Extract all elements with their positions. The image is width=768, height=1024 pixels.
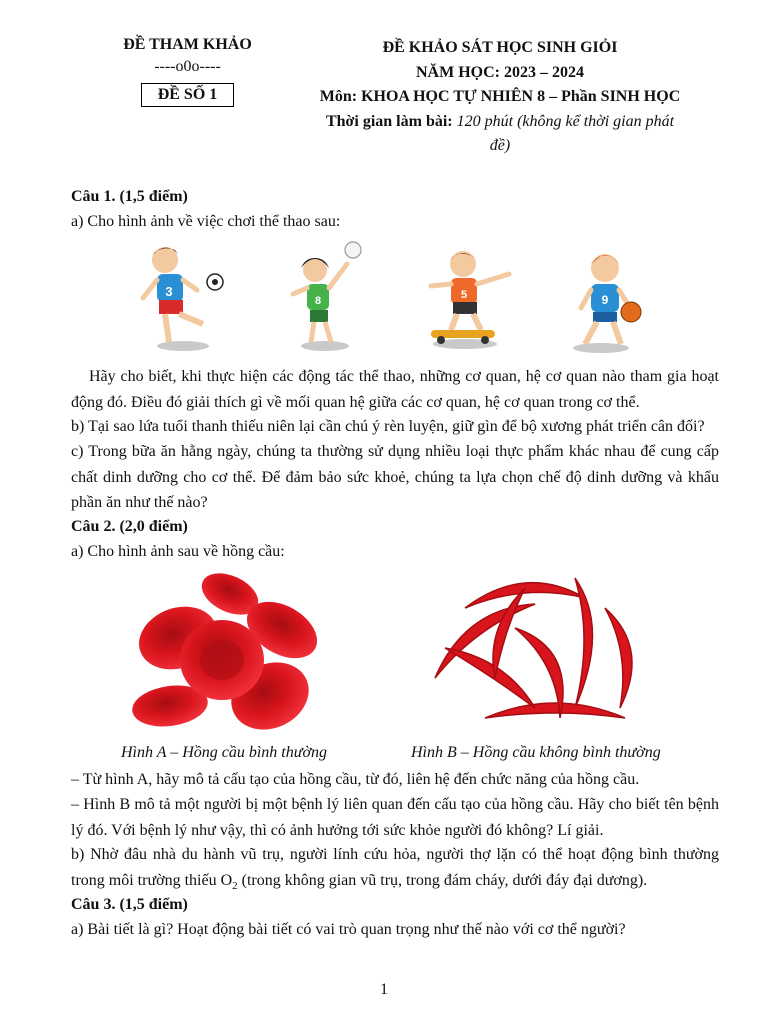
- kid-skateboard: [431, 251, 509, 349]
- header-left: [110, 36, 265, 107]
- exam-title: ĐỀ KHẢO SÁT HỌC SINH GIỎI: [382, 39, 618, 56]
- header-right: [300, 36, 700, 159]
- caption-figure-a: Hình A – Hồng cầu bình thường: [121, 744, 328, 761]
- sickle-red-blood-cells-image: [425, 568, 665, 736]
- kid4-jersey-number: 9: [601, 293, 609, 307]
- sports-kids-image: [135, 238, 675, 356]
- q1-a-intro: a) Cho hình ảnh về việc chơi thể thao sau:: [71, 213, 341, 230]
- kid-soccer: [143, 247, 223, 351]
- caption-figure-b: Hình B – Hồng cầu không bình thường: [411, 744, 661, 761]
- q1-a-text: Hãy cho biết, khi thực hiện các động tác thể thao, những cơ quan, hệ cơ quan nào tham gia hoạt động đó. Điều đó giải thích gì về mối quan hệ giữa các cơ quan, hệ cơ quan trong cơ thể.: [71, 368, 719, 411]
- time-line: [300, 110, 700, 159]
- q2-b-text-part1: b) Nhờ đâu nhà du hành vũ trụ, người lính cứu hỏa, người thợ lặn có thể hoạt động bình thường trong môi trường thiếu O: [71, 846, 719, 889]
- page-number: 1: [380, 981, 388, 998]
- q1-title: Câu 1. (1,5 điểm): [71, 188, 188, 205]
- kid-volleyball: [293, 242, 361, 351]
- q3-a-text: a) Bài tiết là gì? Hoạt động bài tiết có vai trò quan trọng như thế nào với cơ thể người?: [71, 921, 626, 938]
- q1-b-text: b) Tại sao lứa tuổi thanh thiếu niên lại cần chú ý rèn luyện, giữ gìn để bộ xương phát triển cân đối?: [71, 418, 705, 435]
- q2-b-subscript: 2: [232, 879, 238, 892]
- reference-title: ĐỀ THAM KHẢO: [123, 36, 252, 53]
- q2-a-intro: a) Cho hình ảnh sau về hồng cầu:: [71, 543, 285, 560]
- q1-c-text: c) Trong bữa ăn hằng ngày, chúng ta thường sử dụng nhiều loại thực phẩm khác nhau để cung cấp chất dinh dưỡng cho cơ thể. Để đảm bảo sức khoẻ, chúng ta lựa chọn chế độ dinh dưỡng và khẩu phần ăn như thế nào?: [71, 443, 719, 511]
- time-value: 120 phút (không kể thời gian phát đề): [452, 112, 675, 154]
- kid1-jersey-number: 3: [165, 284, 173, 299]
- subject-line: Môn: KHOA HỌC TỰ NHIÊN 8 – Phần SINH HỌC: [319, 88, 681, 105]
- kid-basketball: [573, 254, 641, 353]
- school-year: NĂM HỌC: 2023 – 2024: [416, 63, 584, 81]
- time-label: Thời gian làm bài:: [325, 112, 453, 130]
- q2-b-text: [71, 842, 719, 899]
- kid3-jersey-number: 5: [460, 289, 468, 301]
- q2-dash1: – Từ hình A, hãy mô tả cấu tạo của hồng cầu, từ đó, liên hệ đến chức năng của hồng cầu.: [71, 771, 640, 788]
- exam-number-box: ĐỀ SỐ 1: [141, 83, 235, 107]
- q2-b-text-part2: (trong không gian vũ trụ, trong đám cháy, dưới đáy đại dương).: [237, 871, 648, 889]
- kid2-jersey-number: 8: [314, 295, 322, 307]
- q2-dash2: – Hình B mô tả một người bị một bệnh lý liên quan đến cấu tạo của hồng cầu. Hãy cho biết tên bệnh lý đó. Với bệnh lý như vậy, thì có ảnh hưởng tới sức khỏe người đó không? Lí giải.: [71, 796, 719, 839]
- q3-title: Câu 3. (1,5 điểm): [71, 896, 188, 913]
- divider-text: ----o0o----: [154, 58, 221, 75]
- q2-title: Câu 2. (2,0 điểm): [71, 518, 188, 535]
- normal-red-blood-cells-image: [130, 568, 330, 736]
